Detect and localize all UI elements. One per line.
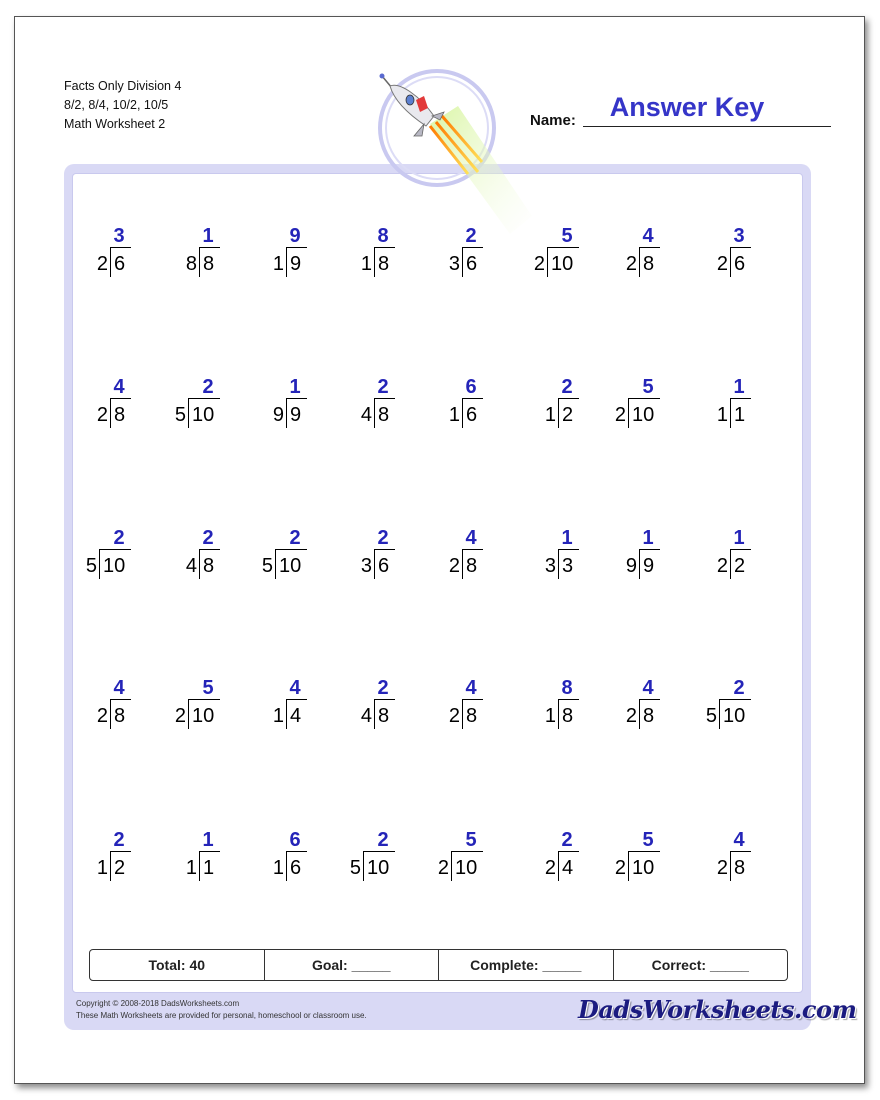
dividend: 8 [378,404,390,426]
quotient-answer: 2 [377,677,389,699]
divisor: 1 [185,857,197,879]
dividend: 8 [378,253,390,275]
goal-cell[interactable]: Goal: _____ [265,950,440,980]
correct-cell[interactable]: Correct: _____ [651,957,749,973]
division-problem [669,677,751,741]
worksheet-number: Math Worksheet 2 [64,117,166,131]
quotient-answer: 5 [642,376,654,398]
dividend: 6 [466,404,478,426]
quotient-answer: 1 [642,527,654,549]
division-problem [669,527,751,591]
dividend: 6 [290,857,302,879]
divisor: 5 [85,555,97,577]
quotient-answer: 1 [561,527,573,549]
division-problem [138,527,220,591]
division-problem [225,225,307,289]
division-problem [578,677,660,741]
division-problem [225,677,307,741]
division-problem [313,225,395,289]
divisor: 2 [437,857,449,879]
quotient-answer: 2 [465,225,477,247]
complete-cell[interactable]: Complete: _____ [439,950,614,980]
quotient-answer: 4 [113,677,125,699]
dividend: 10 [367,857,390,879]
division-problem [313,829,395,893]
division-problem [578,225,660,289]
quotient-answer: 2 [202,376,214,398]
division-problem [225,527,307,591]
dividend: 1 [734,404,746,426]
dividend: 8 [643,253,655,275]
dividend: 8 [562,705,574,727]
division-problem [138,376,220,440]
quotient-answer: 4 [465,677,477,699]
dividend: 8 [643,705,655,727]
dividend: 6 [114,253,126,275]
division-problem [49,527,131,591]
divisor: 1 [544,705,556,727]
divisor: 2 [716,555,728,577]
dividend: 8 [734,857,746,879]
divisor: 8 [185,253,197,275]
division-problem [669,829,751,893]
division-problem [313,527,395,591]
quotient-answer: 9 [289,225,301,247]
copyright-line: Copyright © 2008-2018 DadsWorksheets.com [76,999,240,1008]
division-problem [401,527,483,591]
division-problem [669,376,751,440]
divisor: 2 [533,253,545,275]
division-problem [497,225,579,289]
dividend: 8 [203,555,215,577]
division-problem [49,225,131,289]
divisor: 9 [625,555,637,577]
worksheet-info [64,77,181,134]
dividend: 9 [290,404,302,426]
dividend: 10 [279,555,302,577]
quotient-answer: 3 [733,225,745,247]
divisor: 2 [96,253,108,275]
dividend: 8 [114,705,126,727]
quotient-answer: 2 [377,527,389,549]
division-problem [313,376,395,440]
divisor: 2 [716,857,728,879]
dividend: 6 [378,555,390,577]
division-problem [313,677,395,741]
dividend: 9 [643,555,655,577]
quotient-answer: 1 [202,829,214,851]
answer-key-title: Answer Key [609,92,765,122]
dividend: 4 [290,705,302,727]
dividend: 1 [203,857,215,879]
quotient-answer: 3 [113,225,125,247]
quotient-answer: 2 [202,527,214,549]
divisor: 2 [174,705,186,727]
name-field[interactable] [583,126,831,127]
dividend: 10 [192,404,215,426]
division-problem [138,677,220,741]
divisor: 3 [544,555,556,577]
quotient-answer: 1 [733,527,745,549]
divisor: 2 [614,404,626,426]
dividend: 8 [203,253,215,275]
division-problem [138,225,220,289]
worksheet-title: Facts Only Division 4 [64,79,182,93]
quotient-answer: 2 [561,829,573,851]
quotient-answer: 4 [642,225,654,247]
division-problem [497,829,579,893]
dividend: 3 [562,555,574,577]
quotient-answer: 2 [733,677,745,699]
divisor: 3 [448,253,460,275]
divisor: 4 [360,404,372,426]
divisor: 2 [96,705,108,727]
score-bar [89,949,788,981]
quotient-answer: 8 [377,225,389,247]
quotient-answer: 4 [642,677,654,699]
divisor: 5 [174,404,186,426]
quotient-answer: 2 [377,829,389,851]
dividend: 9 [290,253,302,275]
division-problem [578,527,660,591]
total-cell: Total: 40 [90,950,265,980]
dividend: 10 [632,857,655,879]
divisor: 4 [185,555,197,577]
dividend: 8 [466,705,478,727]
quotient-answer: 5 [465,829,477,851]
divisor: 3 [360,555,372,577]
divisor: 1 [448,404,460,426]
quotient-answer: 2 [289,527,301,549]
division-problem [401,376,483,440]
quotient-answer: 4 [733,829,745,851]
division-problem [49,677,131,741]
dividend: 10 [455,857,478,879]
divisor: 1 [716,404,728,426]
quotient-answer: 1 [202,225,214,247]
dividend: 10 [632,404,655,426]
division-problem [401,677,483,741]
quotient-answer: 4 [113,376,125,398]
divisor: 2 [625,705,637,727]
quotient-answer: 2 [113,527,125,549]
divisor: 1 [272,705,284,727]
dividend: 6 [466,253,478,275]
division-problem [497,677,579,741]
divisor: 2 [716,253,728,275]
quotient-answer: 1 [733,376,745,398]
divisor: 1 [544,404,556,426]
dividend: 10 [723,705,746,727]
worksheet-facts: 8/2, 8/4, 10/2, 10/5 [64,98,169,112]
divisor: 2 [625,253,637,275]
division-problem [401,829,483,893]
divisor: 1 [96,857,108,879]
copyright-notice [76,998,367,1022]
quotient-answer: 5 [561,225,573,247]
division-problem [225,829,307,893]
divisor: 1 [272,857,284,879]
quotient-answer: 1 [289,376,301,398]
divisor: 2 [448,705,460,727]
dividend: 8 [466,555,478,577]
divisor: 5 [705,705,717,727]
dividend: 10 [551,253,574,275]
rocket-icon [370,66,540,241]
quotient-answer: 6 [465,376,477,398]
divisor: 1 [272,253,284,275]
quotient-answer: 8 [561,677,573,699]
divisor: 9 [272,404,284,426]
division-problem [497,376,579,440]
dividend: 10 [192,705,215,727]
divisor: 2 [96,404,108,426]
quotient-answer: 6 [289,829,301,851]
dividend: 10 [103,555,126,577]
usage-line: These Math Worksheets are provided for personal, homeschool or classroom use. [76,1011,367,1020]
quotient-answer: 4 [289,677,301,699]
name-label: Name: [530,112,576,129]
divisor: 2 [614,857,626,879]
dividend: 4 [562,857,574,879]
quotient-answer: 5 [642,829,654,851]
quotient-answer: 2 [561,376,573,398]
divisor: 5 [349,857,361,879]
division-problem [578,376,660,440]
division-problem [401,225,483,289]
dadsworksheets-logo: DadsWorksheets.com [578,995,857,1024]
divisor: 2 [448,555,460,577]
quotient-answer: 5 [202,677,214,699]
dividend: 6 [734,253,746,275]
quotient-answer: 2 [113,829,125,851]
division-problem [49,376,131,440]
dividend: 8 [378,705,390,727]
quotient-answer: 2 [377,376,389,398]
division-problem [225,376,307,440]
dividend: 2 [562,404,574,426]
division-problem [669,225,751,289]
dividend: 2 [734,555,746,577]
divisor: 2 [544,857,556,879]
divisor: 4 [360,705,372,727]
divisor: 5 [261,555,273,577]
division-problem [49,829,131,893]
division-problem [497,527,579,591]
dividend: 2 [114,857,126,879]
dividend: 8 [114,404,126,426]
quotient-answer: 4 [465,527,477,549]
division-problem [138,829,220,893]
division-problem [578,829,660,893]
divisor: 1 [360,253,372,275]
